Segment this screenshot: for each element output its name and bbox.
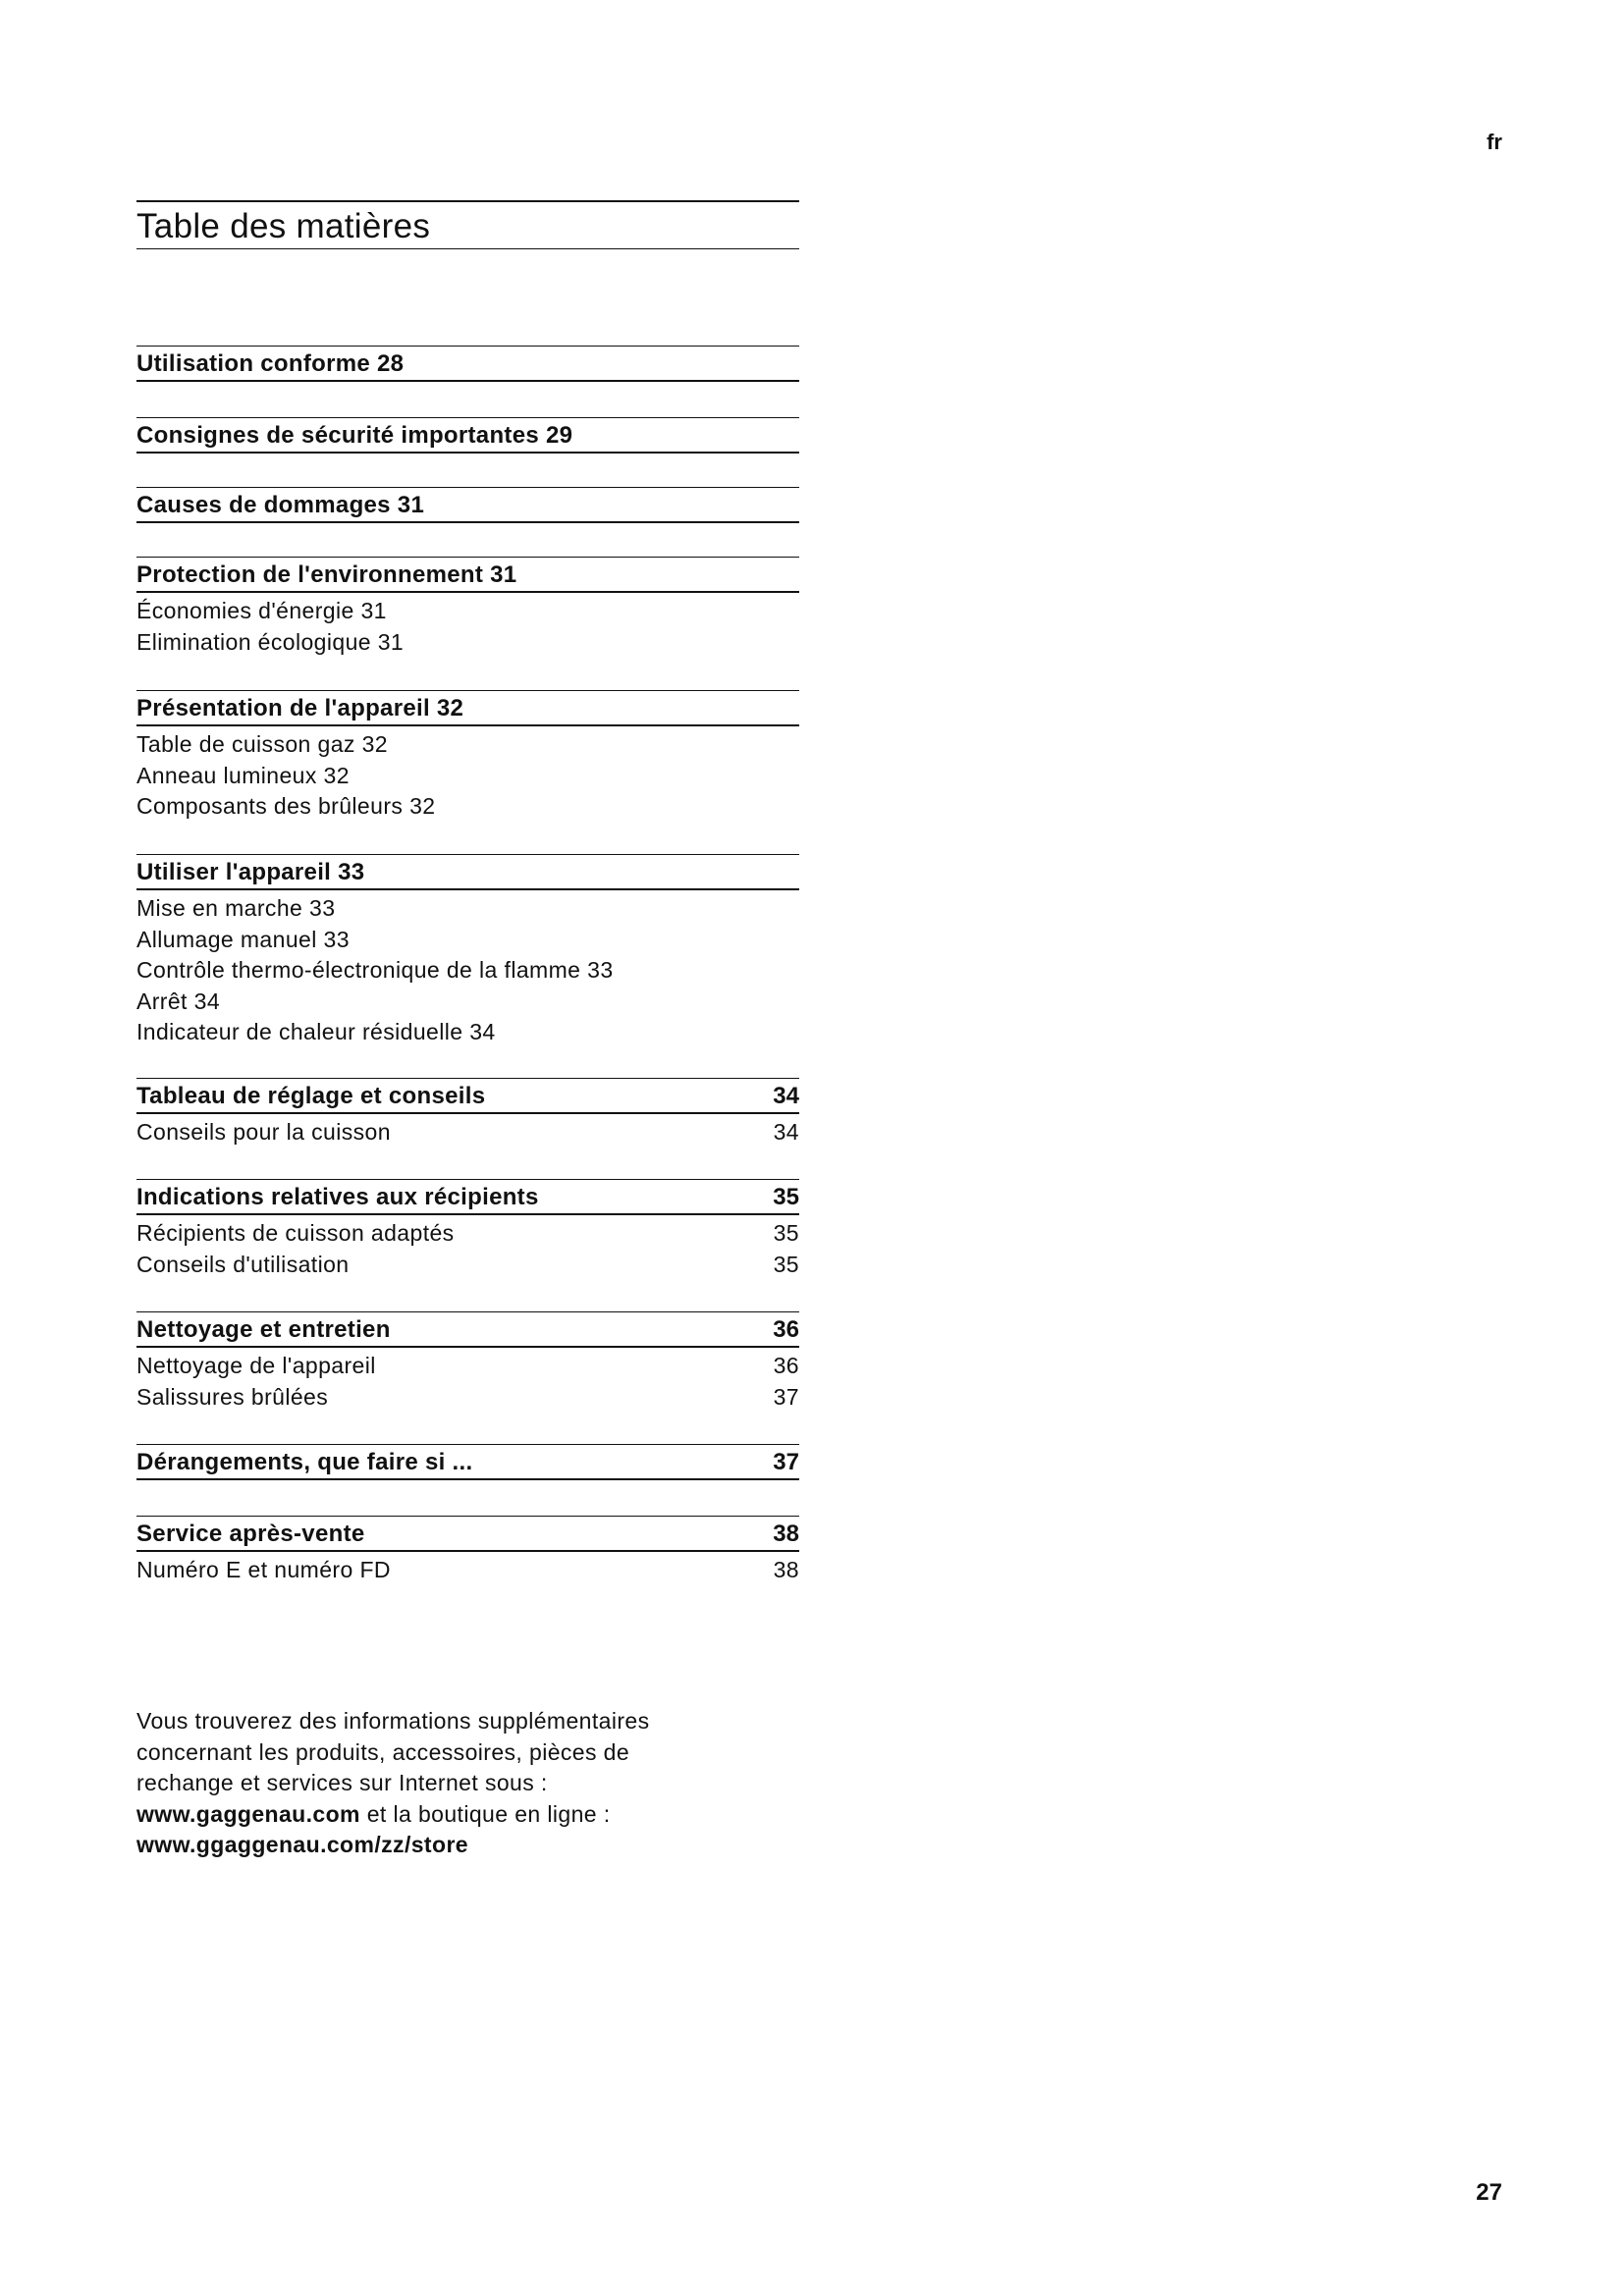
- toc-subsection-item[interactable]: [136, 1250, 799, 1281]
- toc-section-title: Causes de dommages 31: [136, 492, 425, 518]
- toc-section-heading[interactable]: [136, 1444, 799, 1480]
- info-text: et la boutique en ligne :: [359, 1800, 611, 1827]
- toc-subsection-item[interactable]: [136, 761, 799, 792]
- toc-section-title: Utilisation conforme 28: [136, 350, 405, 377]
- toc-subsection-item[interactable]: [136, 1117, 799, 1148]
- toc-subsection-list: [136, 1117, 799, 1148]
- toc-subsection-item[interactable]: [136, 1218, 799, 1250]
- toc-header: [136, 200, 799, 249]
- toc-section-heading[interactable]: [136, 557, 799, 593]
- toc-section-title: Protection de l'environnement 31: [136, 561, 517, 588]
- toc-subsection-page: 35: [773, 1251, 799, 1277]
- toc-section-page: 34: [773, 1083, 799, 1109]
- toc-section-page: 38: [773, 1521, 799, 1547]
- toc-subsection-item[interactable]: [136, 627, 799, 659]
- toc-subsection-title: Nettoyage de l'appareil: [136, 1353, 376, 1378]
- toc-section-page: 36: [773, 1316, 799, 1343]
- toc-section: [136, 1516, 799, 1586]
- toc-section-heading[interactable]: [136, 854, 799, 890]
- info-line: Vous trouverez des informations supplémentaires: [136, 1708, 650, 1734]
- toc-section-title: Nettoyage et entretien: [136, 1316, 391, 1343]
- toc-subsection-page: 36: [773, 1353, 799, 1378]
- toc-subsection-page: 38: [773, 1557, 799, 1582]
- toc-subsection-item[interactable]: [136, 791, 799, 823]
- toc-subsection-list: [136, 1218, 799, 1280]
- toc-subsection-list: [136, 596, 799, 658]
- toc-section-heading[interactable]: [136, 1516, 799, 1552]
- toc-section-title: Consignes de sécurité importantes 29: [136, 422, 573, 449]
- toc-subsection-page: 37: [773, 1383, 799, 1410]
- toc-section-page: 35: [773, 1184, 799, 1210]
- toc-section-title: Dérangements, que faire si ...: [136, 1449, 473, 1475]
- toc-subsection-item[interactable]: [136, 596, 799, 627]
- toc-subsection-title: Numéro E et numéro FD: [136, 1557, 391, 1582]
- toc-subsection-list: [136, 729, 799, 823]
- toc-section: [136, 417, 799, 454]
- toc-section-heading[interactable]: [136, 417, 799, 454]
- toc-subsection-page: 35: [773, 1220, 799, 1246]
- toc-section: [136, 346, 799, 382]
- toc-subsection-title: Allumage manuel 33: [136, 926, 350, 952]
- toc-section-heading[interactable]: [136, 1179, 799, 1215]
- info-line: concernant les produits, accessoires, pièces de: [136, 1738, 630, 1765]
- toc-subsection-title: Contrôle thermo-électronique de la flamme 33: [136, 957, 614, 983]
- toc-section-heading[interactable]: [136, 690, 799, 726]
- toc-subsection-title: Elimination écologique 31: [136, 628, 405, 655]
- toc-subsection-item[interactable]: [136, 893, 799, 925]
- toc-subsection-title: Conseils pour la cuisson: [136, 1119, 391, 1145]
- info-paragraph: [136, 1706, 804, 1861]
- toc-subsection-title: Récipients de cuisson adaptés: [136, 1220, 455, 1246]
- toc-subsection-item[interactable]: [136, 955, 799, 987]
- toc-subsection-list: [136, 1351, 799, 1413]
- toc-subsection-list: [136, 893, 799, 1048]
- toc-subsection-title: Mise en marche 33: [136, 895, 336, 921]
- toc-section-title: Service après-vente: [136, 1521, 365, 1547]
- toc-section-page: 37: [773, 1449, 799, 1475]
- toc-subsection-item[interactable]: [136, 987, 799, 1018]
- toc-subsection-item[interactable]: [136, 1351, 799, 1382]
- toc-section-heading[interactable]: [136, 1311, 799, 1348]
- toc-section-heading[interactable]: [136, 1078, 799, 1114]
- toc-subsection-list: [136, 1555, 799, 1586]
- toc-section: [136, 487, 799, 523]
- toc-subsection-title: Indicateur de chaleur résiduelle 34: [136, 1019, 496, 1044]
- toc-section-title: Tableau de réglage et conseils: [136, 1083, 486, 1109]
- toc-subsection-item[interactable]: [136, 1555, 799, 1586]
- toc-section: [136, 854, 799, 1048]
- toc-subsection-title: Salissures brûlées: [136, 1383, 329, 1410]
- toc-subsection-page: 34: [773, 1119, 799, 1145]
- info-line: [136, 1799, 804, 1831]
- toc-subsection-title: Composants des brûleurs 32: [136, 793, 436, 819]
- toc-subsection-title: Arrêt 34: [136, 988, 221, 1014]
- toc-subsection-title: Économies d'énergie 31: [136, 598, 387, 623]
- toc-section-title: Utiliser l'appareil 33: [136, 859, 365, 885]
- toc-subsection-title: Anneau lumineux 32: [136, 762, 350, 788]
- toc-section-title: Présentation de l'appareil 32: [136, 695, 464, 721]
- toc-section: [136, 557, 799, 658]
- toc-subsection-title: Conseils d'utilisation: [136, 1251, 350, 1277]
- language-label: fr: [1487, 130, 1502, 154]
- toc-section: [136, 1444, 799, 1480]
- toc-section: [136, 690, 799, 823]
- page-number: 27: [1476, 2179, 1502, 2206]
- page-title: Table des matières: [136, 207, 431, 245]
- toc-subsection-item[interactable]: [136, 1382, 799, 1414]
- toc-section: [136, 1078, 799, 1148]
- info-line: rechange et services sur Internet sous :: [136, 1770, 548, 1795]
- toc-section-heading[interactable]: [136, 346, 799, 382]
- toc-subsection-item[interactable]: [136, 729, 799, 761]
- toc-section-heading[interactable]: [136, 487, 799, 523]
- toc-section-title: Indications relatives aux récipients: [136, 1184, 539, 1210]
- website-link[interactable]: www.gaggenau.com: [136, 1800, 360, 1827]
- toc-section: [136, 1311, 799, 1413]
- store-link[interactable]: www.ggaggenau.com/zz/store: [136, 1832, 468, 1857]
- toc-subsection-item[interactable]: [136, 925, 799, 956]
- toc-section: [136, 1179, 799, 1280]
- toc-subsection-item[interactable]: [136, 1017, 799, 1048]
- toc-subsection-title: Table de cuisson gaz 32: [136, 731, 388, 757]
